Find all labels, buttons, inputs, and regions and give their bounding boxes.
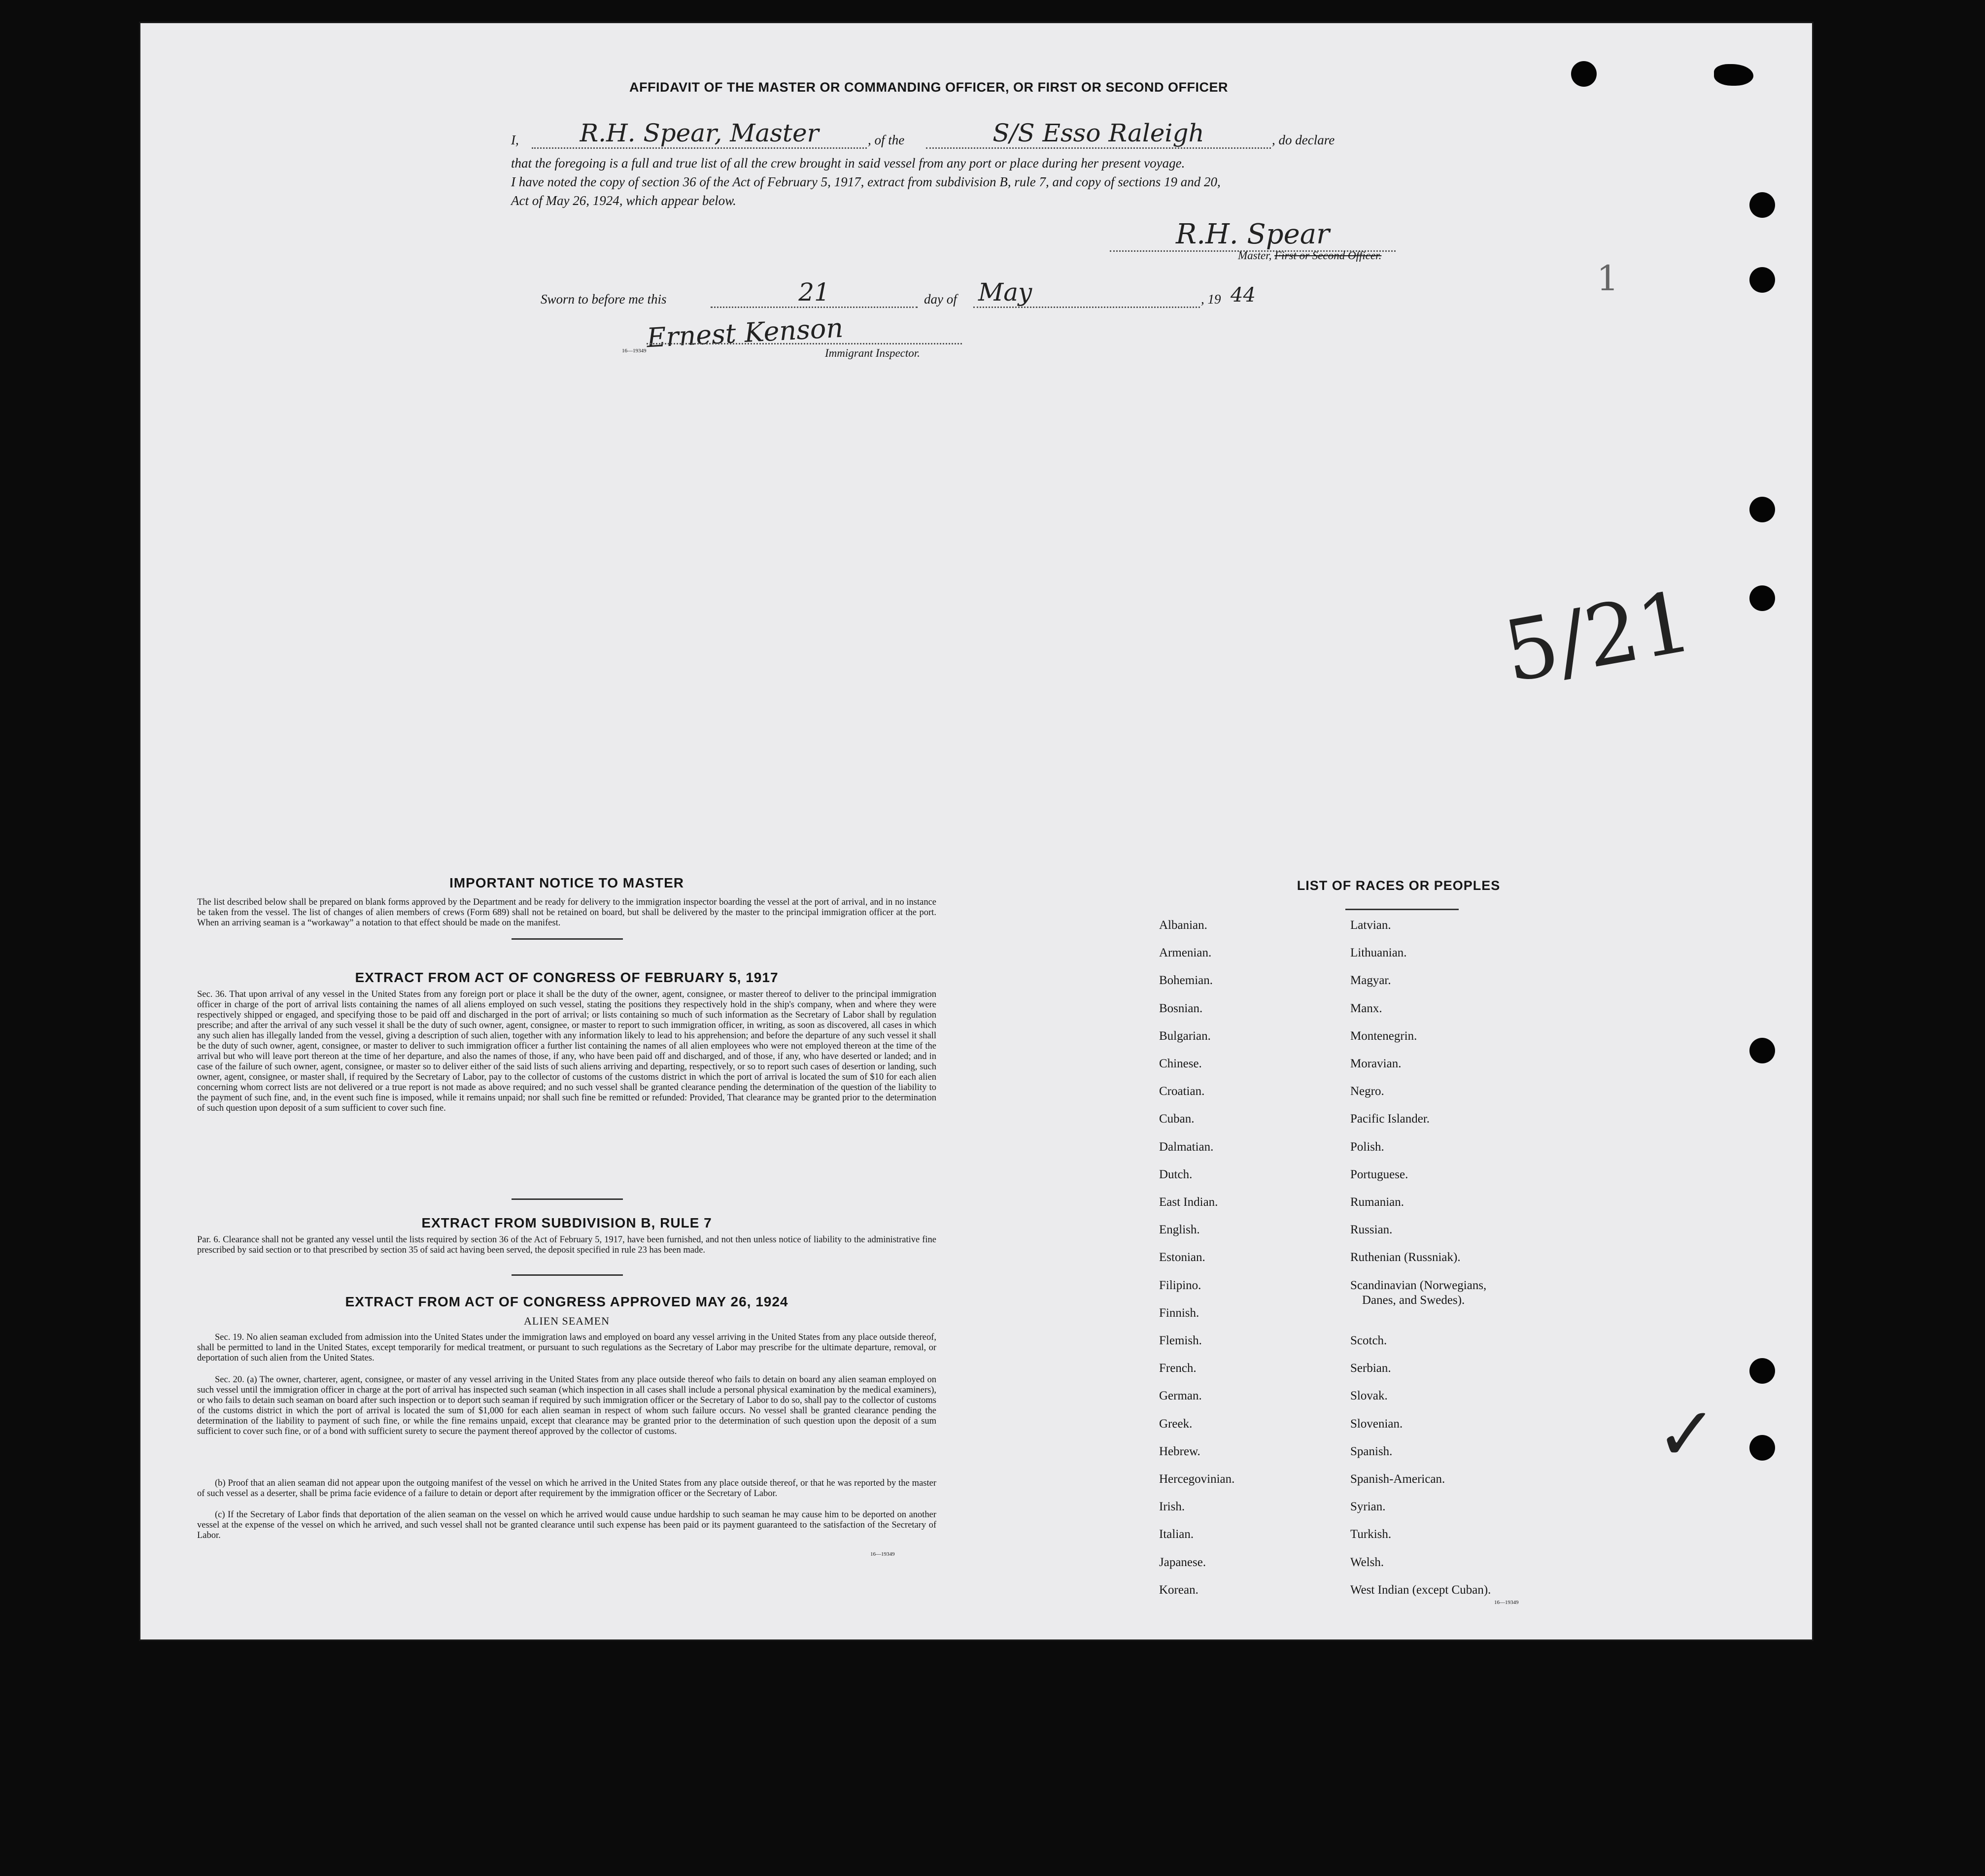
race-item: Hebrew. <box>1159 1445 1200 1458</box>
extract-1924-subtitle: ALIEN SEAMEN <box>524 1315 610 1327</box>
race-item: Slovak. <box>1350 1389 1388 1402</box>
race-item: Finnish. <box>1159 1306 1199 1320</box>
margin-date-note: 5/21 <box>1497 573 1700 702</box>
notice-body: The list described below shall be prepared on blank forms approved by the Department and be ready for delivery to the immigration inspector boarding the vessel at the port of arrival, and in no instance be taken from the vessel. The list of changes of alien members of crews (Form 689) shall not be retained on board, but shall be delivered by the master to the principal immigration officer at the port. When an arriving seaman is a “workaway” a notation to that effect should be made on the manifest. <box>197 897 936 928</box>
punch-hole <box>1749 267 1775 293</box>
race-item: Pacific Islander. <box>1350 1112 1430 1126</box>
sworn-prefix: Sworn to before me this <box>541 292 667 307</box>
race-item: Croatian. <box>1159 1085 1205 1098</box>
year-prefix: , 19 <box>1201 292 1221 307</box>
race-item: Russian. <box>1350 1223 1393 1236</box>
extract-1917-body: Sec. 36. That upon arrival of any vessel in the United States from any foreign port or place it shall be the duty of the owner, agent, consignee, or master thereof to deliver to the principal immigration officer in charge of the port of arrival lists containing the names of all aliens employed on such vessel, stating the positions they respectively hold in the ship's company, when and where they were respectively shipped or engaged, and specifying those to be paid off and discharged in the port of arrival; or lists containing so much of such information as the Secretary of Labor shall by regulation prescribe; and after the arrival of any such vessel it shall be the duty of such owner, agent, consignee, or master to report to such immigration officer, in writing, as soon as discovered, all cases in which any such alien has illegally landed from the vessel, giving a description of such alien, together with any information likely to lead to his apprehension; and before the departure of any such vessel it shall be the duty of such owner, agent, consignee, or master to deliver to such immigration officer a further list containing the names of all alien employees who were not employed thereon at the time of the arrival but who will leave port thereon at the time of her departure, and also the names of those, if any, who have been paid off and discharged, and of those, if any, who have deserted or landed; and in case of the failure of such owner, agent, consignee, or master so to deliver either of the said lists of such aliens arriving and departing, respectively, or so to report such cases of desertion or landing, such owner, agent, consignee, or master shall, if required by the Secretary of Labor, pay to the collector of customs of the customs district in which the port of arrival is located the sum of $10 for each alien concerning whom correct lists are not delivered or a true report is not made as above required; and no such vessel shall be granted clearance pending the determination of the question of the liability to the payment of such fine, and, in the event such fine is imposed, while it remains unpaid; nor shall such fine be remitted or refunded: Provided, That clearance may be granted prior to the determination of such question upon deposit of a sum sufficient to cover such fine. <box>197 989 936 1113</box>
affidavit-body-line-3: Act of May 26, 1924, which appear below. <box>511 193 736 208</box>
extract-1924-form-number: 16—19349 <box>870 1551 895 1557</box>
caption-master: Master, <box>1238 249 1272 262</box>
master-name-field: R.H. Spear, Master <box>532 119 867 149</box>
race-item: Welsh. <box>1350 1556 1384 1569</box>
divider-rule <box>1345 909 1459 910</box>
extract-rule7-title: EXTRACT FROM SUBDIVISION B, RULE 7 <box>421 1215 712 1230</box>
extract-1924-title: EXTRACT FROM ACT OF CONGRESS APPROVED MAY 26, 1924 <box>345 1294 788 1309</box>
race-item: Albanian. <box>1159 919 1207 932</box>
punch-hole <box>1749 192 1775 218</box>
race-item: French. <box>1159 1362 1197 1375</box>
races-title: LIST OF RACES OR PEOPLES <box>1297 878 1501 893</box>
race-item: Scotch. <box>1350 1334 1387 1347</box>
race-item: Bulgarian. <box>1159 1029 1211 1043</box>
race-item: Dutch. <box>1159 1168 1193 1181</box>
race-item: Latvian. <box>1350 919 1391 932</box>
race-item: Dalmatian. <box>1159 1140 1214 1154</box>
notice-title: IMPORTANT NOTICE TO MASTER <box>449 875 684 890</box>
divider-rule <box>512 938 623 940</box>
race-item: Spanish. <box>1350 1445 1393 1458</box>
race-item: German. <box>1159 1389 1202 1402</box>
sworn-day-field: 21 <box>711 278 918 308</box>
extract-1924-sec20c: (c) If the Secretary of Labor finds that deportation of the alien seaman on the vessel on which he arrived would cause undue hardship to such seaman he may cause him to be deported on another vessel at the expense of the vessel on which he arrived, and such vessel shall not be granted clearance until such expense has been paid or its payment guaranteed to the satisfaction of the Secretary of Labor. <box>197 1510 936 1540</box>
punch-hole <box>1749 497 1775 522</box>
vessel-name-field: S/S Esso Raleigh <box>926 119 1271 149</box>
race-item: Bosnian. <box>1159 1002 1203 1015</box>
race-item: Rumanian. <box>1350 1195 1404 1209</box>
race-item: Serbian. <box>1350 1362 1391 1375</box>
races-right-column <box>1350 919 1646 1608</box>
race-item: Danes, and Swedes). <box>1362 1294 1465 1307</box>
inspector-form-number: 16—19349 <box>622 348 647 354</box>
extract-1924-sec20b: (b) Proof that an alien seaman did not appear upon the outgoing manifest of the vessel on which he arrived in the United States from any place outside thereof, or that he was reported by the master of such vessel as a deserter, shall be prima facie evidence of a failure to detain or deport after requirement by the immigration officer or the Secretary of Labor. <box>197 1478 936 1499</box>
extract-rule7-body: Par. 6. Clearance shall not be granted any vessel until the lists required by section 36 of the Act of February 5, 1917, have been furnished, and not then unless notice of liability to the administrative fine prescribed by said section or to that prescribed by section 35 of said act having been served, the deposit specified in rule 23 has been made. <box>197 1235 936 1255</box>
sworn-month-field: May <box>973 278 1200 308</box>
race-item: Cuban. <box>1159 1112 1195 1126</box>
signature-caption <box>1238 249 1381 262</box>
race-item: Korean. <box>1159 1583 1198 1597</box>
race-item: East Indian. <box>1159 1195 1218 1209</box>
sworn-line <box>541 278 1388 312</box>
race-item: Scandinavian (Norwegians, <box>1350 1279 1487 1292</box>
race-item: Filipino. <box>1159 1279 1201 1292</box>
of-the-text: , of the <box>868 133 905 147</box>
i-word: I, <box>511 133 519 147</box>
inspector-signature-line <box>647 343 962 344</box>
race-item: Armenian. <box>1159 946 1212 959</box>
race-item: Portuguese. <box>1350 1168 1408 1181</box>
do-declare-text: , do declare <box>1272 133 1335 147</box>
race-item: Manx. <box>1350 1002 1382 1015</box>
punch-hole <box>1749 585 1775 611</box>
race-item: Syrian. <box>1350 1500 1386 1513</box>
race-item: Chinese. <box>1159 1057 1202 1070</box>
race-item: Estonian. <box>1159 1251 1205 1264</box>
divider-rule <box>512 1274 623 1276</box>
race-item: Montenegrin. <box>1350 1029 1417 1043</box>
race-item: Lithuanian. <box>1350 946 1407 959</box>
race-item: Bohemian. <box>1159 974 1213 987</box>
punch-hole <box>1749 1435 1775 1461</box>
affidavit-declaration-line <box>511 119 1437 152</box>
race-item: Greek. <box>1159 1417 1193 1431</box>
punch-hole <box>1749 1038 1775 1063</box>
divider-rule <box>512 1198 623 1200</box>
race-item: English. <box>1159 1223 1200 1236</box>
race-item: Irish. <box>1159 1500 1185 1513</box>
extract-1924-sec19: Sec. 19. No alien seaman excluded from admission into the United States under the immigration laws and employed on board any vessel arriving in the United States from any place outside thereof, shall be permitted to land in the United States, except temporarily for medical treatment, or pursuant to such regulations as the Secretary of Labor may prescribe for the ultimate departure, removal, or deportation of such alien from the United States. <box>197 1332 936 1363</box>
inspector-signature: Ernest Kenson <box>646 312 844 354</box>
punch-hole <box>1749 1358 1775 1384</box>
day-of-text: day of <box>924 292 957 307</box>
race-item: Flemish. <box>1159 1334 1202 1347</box>
sworn-year-field: 44 <box>1231 284 1256 307</box>
race-item: West Indian (except Cuban). <box>1350 1583 1491 1597</box>
race-item: Turkish. <box>1350 1528 1392 1541</box>
extract-1917-title: EXTRACT FROM ACT OF CONGRESS OF FEBRUARY 5, 1917 <box>355 970 779 985</box>
punch-hole <box>1571 61 1597 87</box>
race-item: Magyar. <box>1350 974 1391 987</box>
race-item: Polish. <box>1350 1140 1384 1154</box>
races-left-column <box>1159 919 1336 1608</box>
margin-check-mark: ✓ <box>1656 1392 1718 1477</box>
punch-hole <box>1714 64 1753 86</box>
race-item: Slovenian. <box>1350 1417 1403 1431</box>
race-item: Hercegovinian. <box>1159 1472 1235 1486</box>
affidavit-body-line-2: I have noted the copy of section 36 of the Act of February 5, 1917, extract from subdivision B, rule 7, and copy of sections 19 and 20, <box>511 174 1221 189</box>
race-item: Moravian. <box>1350 1057 1402 1070</box>
extract-1924-sec20a: Sec. 20. (a) The owner, charterer, agent, consignee, or master of any vessel arriving in the United States from any place outside thereof who fails to detain on board any alien seaman employed on such vessel until the immigration officer in charge at the port of arrival has inspected such seaman (which inspection in all cases shall include a personal physical examination by the medical examiners), or who fails to detain such seaman on board after such inspection or to deport such seaman if required by such immigration officer or the Secretary of Labor to do so, shall pay to the collector of customs of the customs district in which the port of arrival is located the sum of $1,000 for each alien seaman in respect of whom such failure occurs. No vessel shall be granted clearance pending the determination of the liability to payment of such fine, or while the fine remains unpaid, except that clearance may be granted prior to the determination of such question upon the deposit of a sum sufficient to cover such fine, or of a bond with sufficient surety to secure the payment thereof approved by the collector of customs. <box>197 1375 936 1436</box>
race-item: Negro. <box>1350 1085 1384 1098</box>
race-item: Spanish-American. <box>1350 1472 1445 1486</box>
margin-small-mark: 1 <box>1597 258 1619 299</box>
race-item: Japanese. <box>1159 1556 1206 1569</box>
affidavit-title: AFFIDAVIT OF THE MASTER OR COMMANDING OFFICER, OR FIRST OR SECOND OFFICER <box>629 80 1228 95</box>
races-form-number: 16—19349 <box>1494 1600 1519 1605</box>
affidavit-body-line-1: that the foregoing is a full and true list of all the crew brought in said vessel from any port or place during her present voyage. <box>511 156 1185 171</box>
race-item: Ruthenian (Russniak). <box>1350 1251 1461 1264</box>
master-signature: R.H. Spear <box>1110 219 1396 252</box>
inspector-caption: Immigrant Inspector. <box>825 347 920 359</box>
document-page <box>139 22 1814 1641</box>
race-item: Italian. <box>1159 1528 1194 1541</box>
caption-struck-officer: First or Second Officer. <box>1274 249 1382 262</box>
